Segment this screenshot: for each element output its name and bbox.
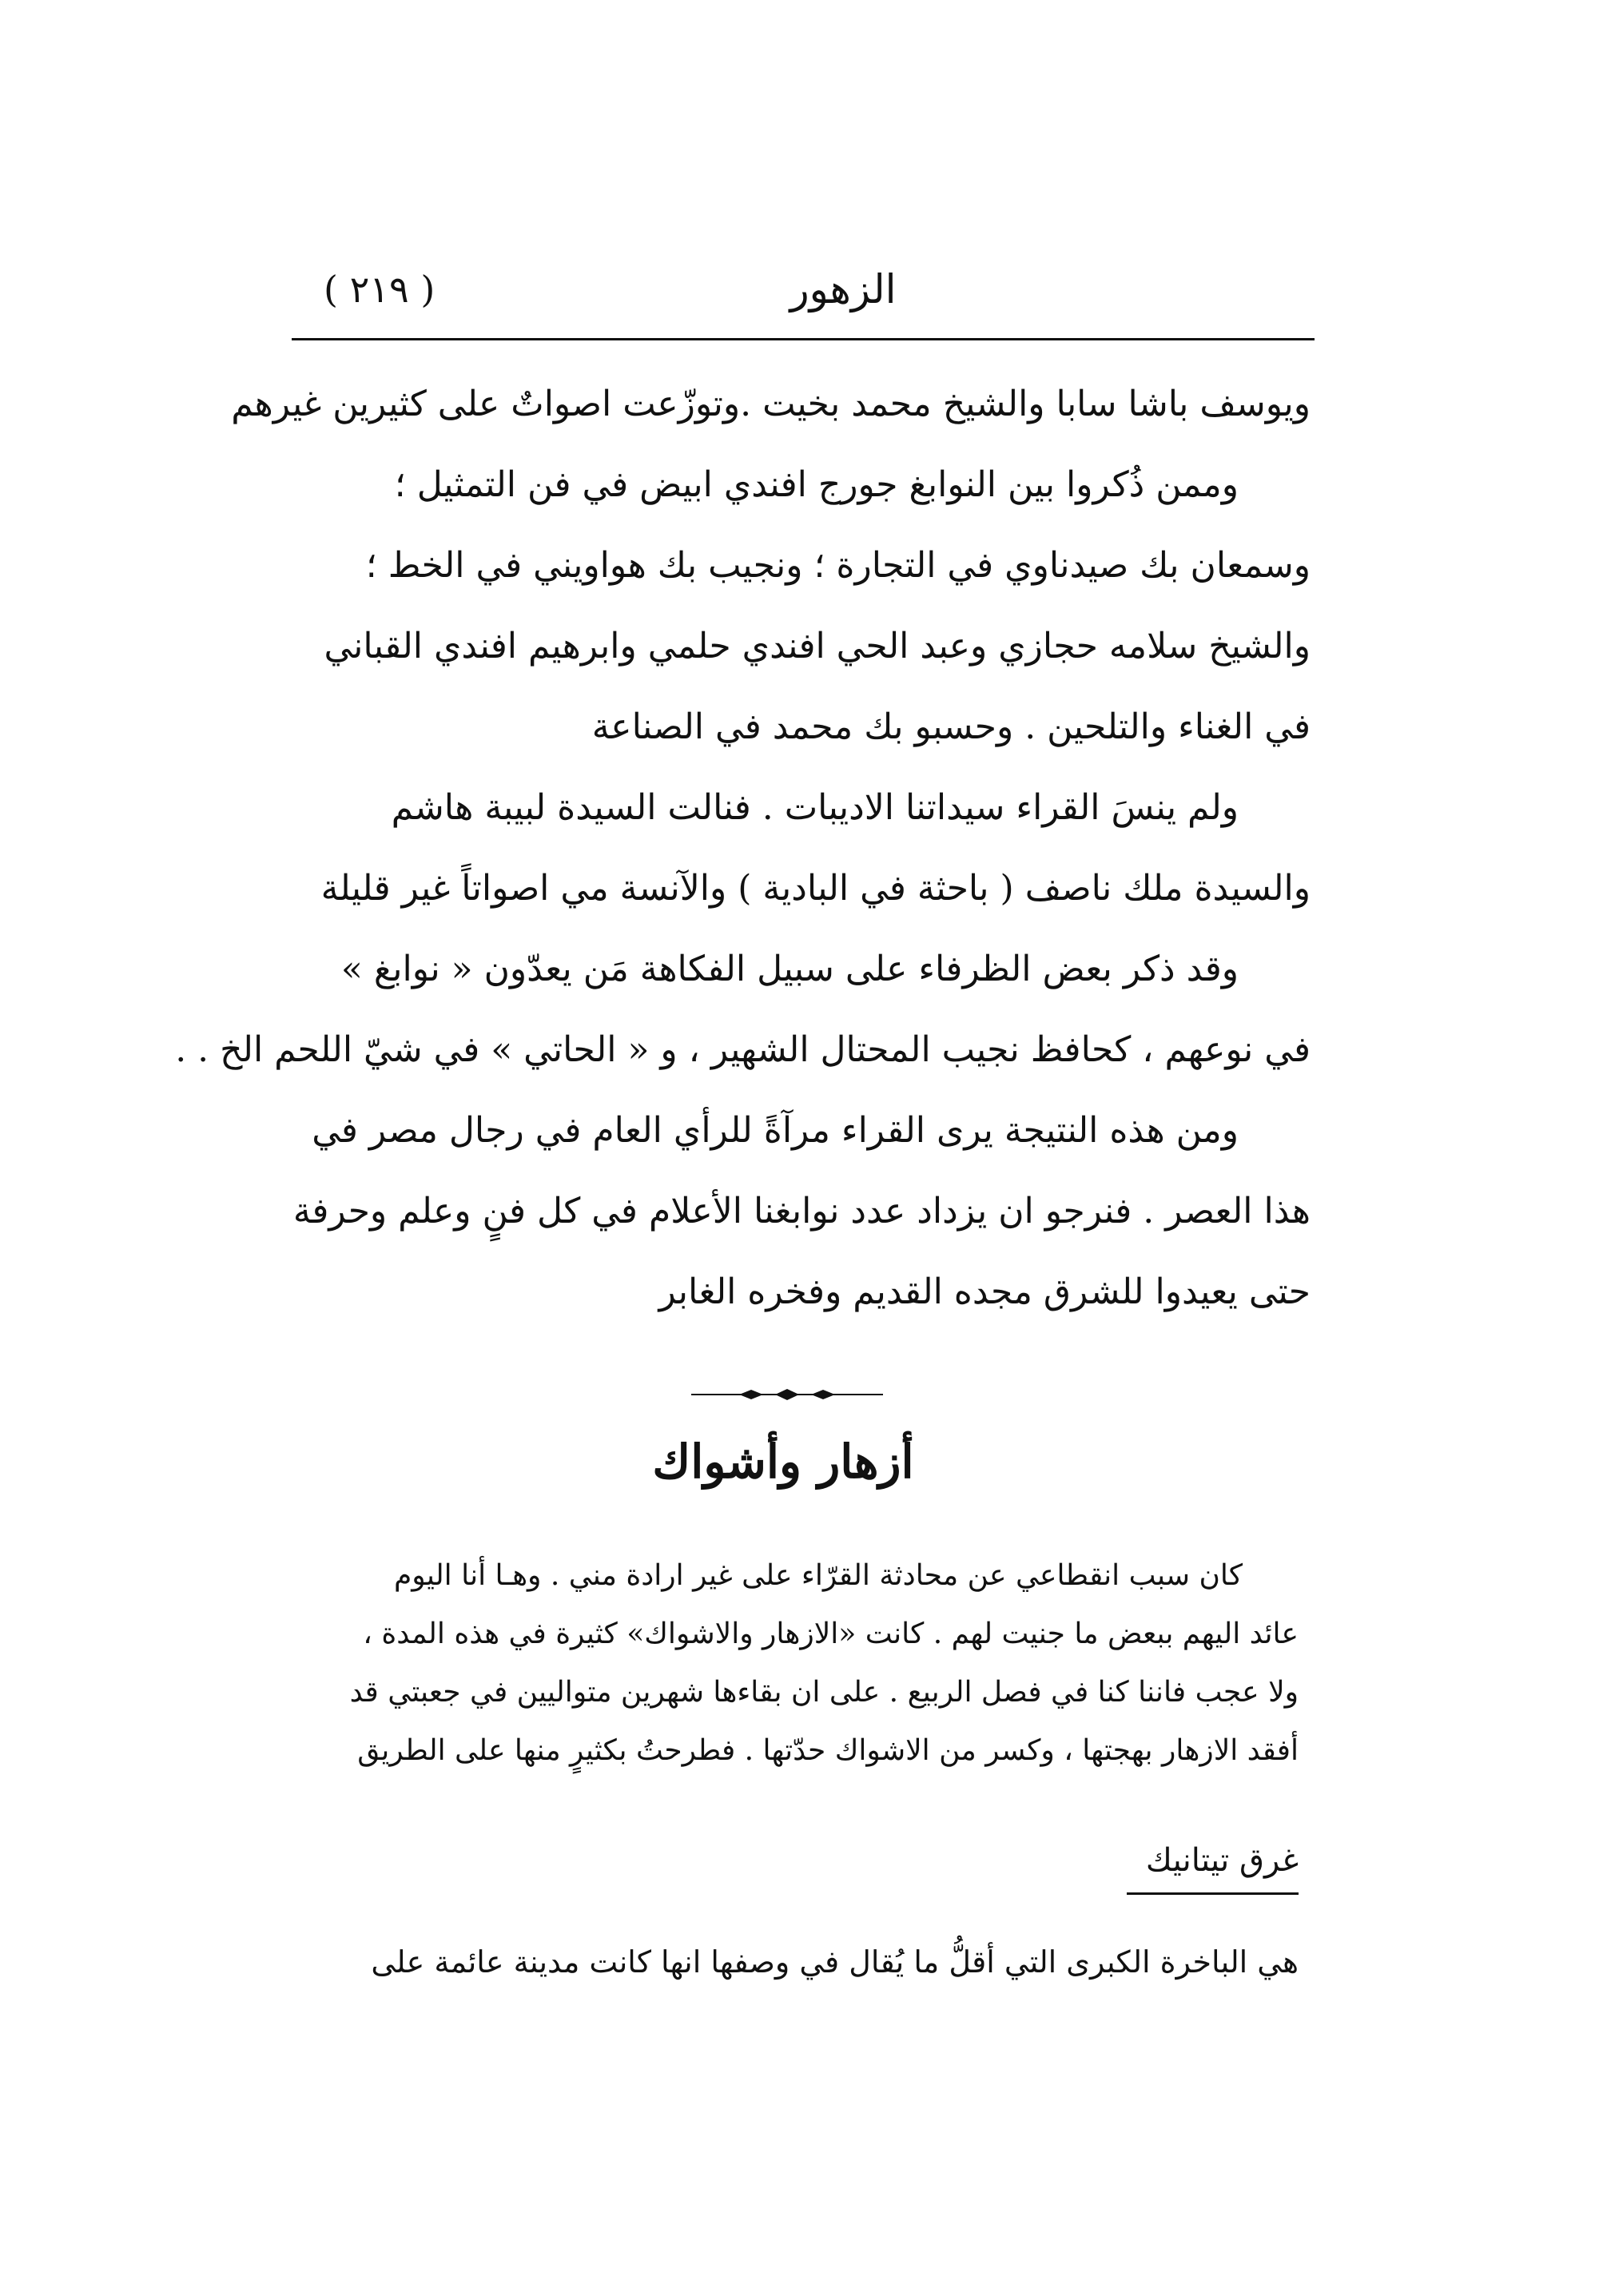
page-number: ( ٢١٩ ) — [324, 268, 436, 311]
page-header — [292, 260, 1315, 348]
header-divider — [292, 338, 1315, 340]
text-line: وسمعان بك صيدناوي في التجارة ؛ ونجيب بك هواويني في الخط ؛ — [365, 545, 1311, 586]
text-line: كان سبب انقطاعي عن محادثة القرّاء على غير ارادة مني . وهـا أنا اليوم — [393, 1559, 1243, 1592]
text-line: والشيخ سلامه حجازي وعبد الحي افندي حلمي وابرهيم افندي القباني — [324, 626, 1311, 667]
section-title: أزهار وأشواك — [652, 1435, 914, 1489]
text-line: في الغناء والتلحين . وحسبو بك محمد في الصناعة — [591, 706, 1311, 747]
text-line: ولم ينسَ القراء سيداتنا الاديبات . فنالت السيدة لبيبة هاشم — [391, 787, 1239, 828]
second-section-text — [308, 1546, 1299, 1780]
text-line: عائد اليهم ببعض ما جنيت لهم . كانت «الازهار والاشواك» كثيرة في هذه المدة ، — [363, 1618, 1299, 1650]
text-line: ولا عجب فاننا كنا في فصل الربيع . على ان بقاءها شهرين متواليين في جعبتي قد — [349, 1676, 1299, 1709]
text-line: ومن هذه النتيجة يرى القراء مرآةً للرأي العام في رجال مصر في — [312, 1110, 1239, 1151]
text-line: حتى يعيدوا للشرق مجده القديم وفخره الغابر — [658, 1271, 1311, 1312]
text-line: في نوعهم ، كحافظ نجيب المحتال الشهير ، و « الحاتي » في شيّ اللحم الخ . . — [175, 1029, 1311, 1070]
text-line: وقد ذكر بعض الظرفاء على سبيل الفكاهة مَن يعدّون « نوابغ » — [340, 949, 1239, 989]
text-line: أفقد الازهار بهجتها ، وكسر من الاشواك حدّتها . فطرحتُ بكثيرٍ منها على الطريق — [357, 1734, 1299, 1767]
text-line: هي الباخرة الكبرى التي أقلُّ ما يُقال في وصفها انها كانت مدينة عائمة على — [371, 1944, 1299, 1980]
text-line: ويوسف باشا سابا والشيخ محمد بخيت .وتوزّعت اصواتٌ على كثيرين غيرهم — [231, 384, 1311, 424]
text-line: هذا العصر . فنرجو ان يزداد عدد نوابغنا الأعلام في كل فنٍ وعلم وحرفة — [292, 1191, 1311, 1232]
subheading-underline — [1127, 1892, 1299, 1895]
first-section-text — [175, 364, 1311, 1332]
subsection-text — [308, 1930, 1299, 1994]
text-line: والسيدة ملك ناصف ( باحثة في البادية ) والآنسة مي اصواتاً غير قليلة — [320, 868, 1311, 909]
text-line: وممن ذُكروا بين النوابغ جورج افندي ابيض في فن التمثيل ؛ — [394, 464, 1239, 505]
running-title: الزهور — [790, 266, 897, 312]
subheading: غرق تيتانيك — [1145, 1842, 1299, 1879]
section-ornament — [691, 1387, 883, 1403]
